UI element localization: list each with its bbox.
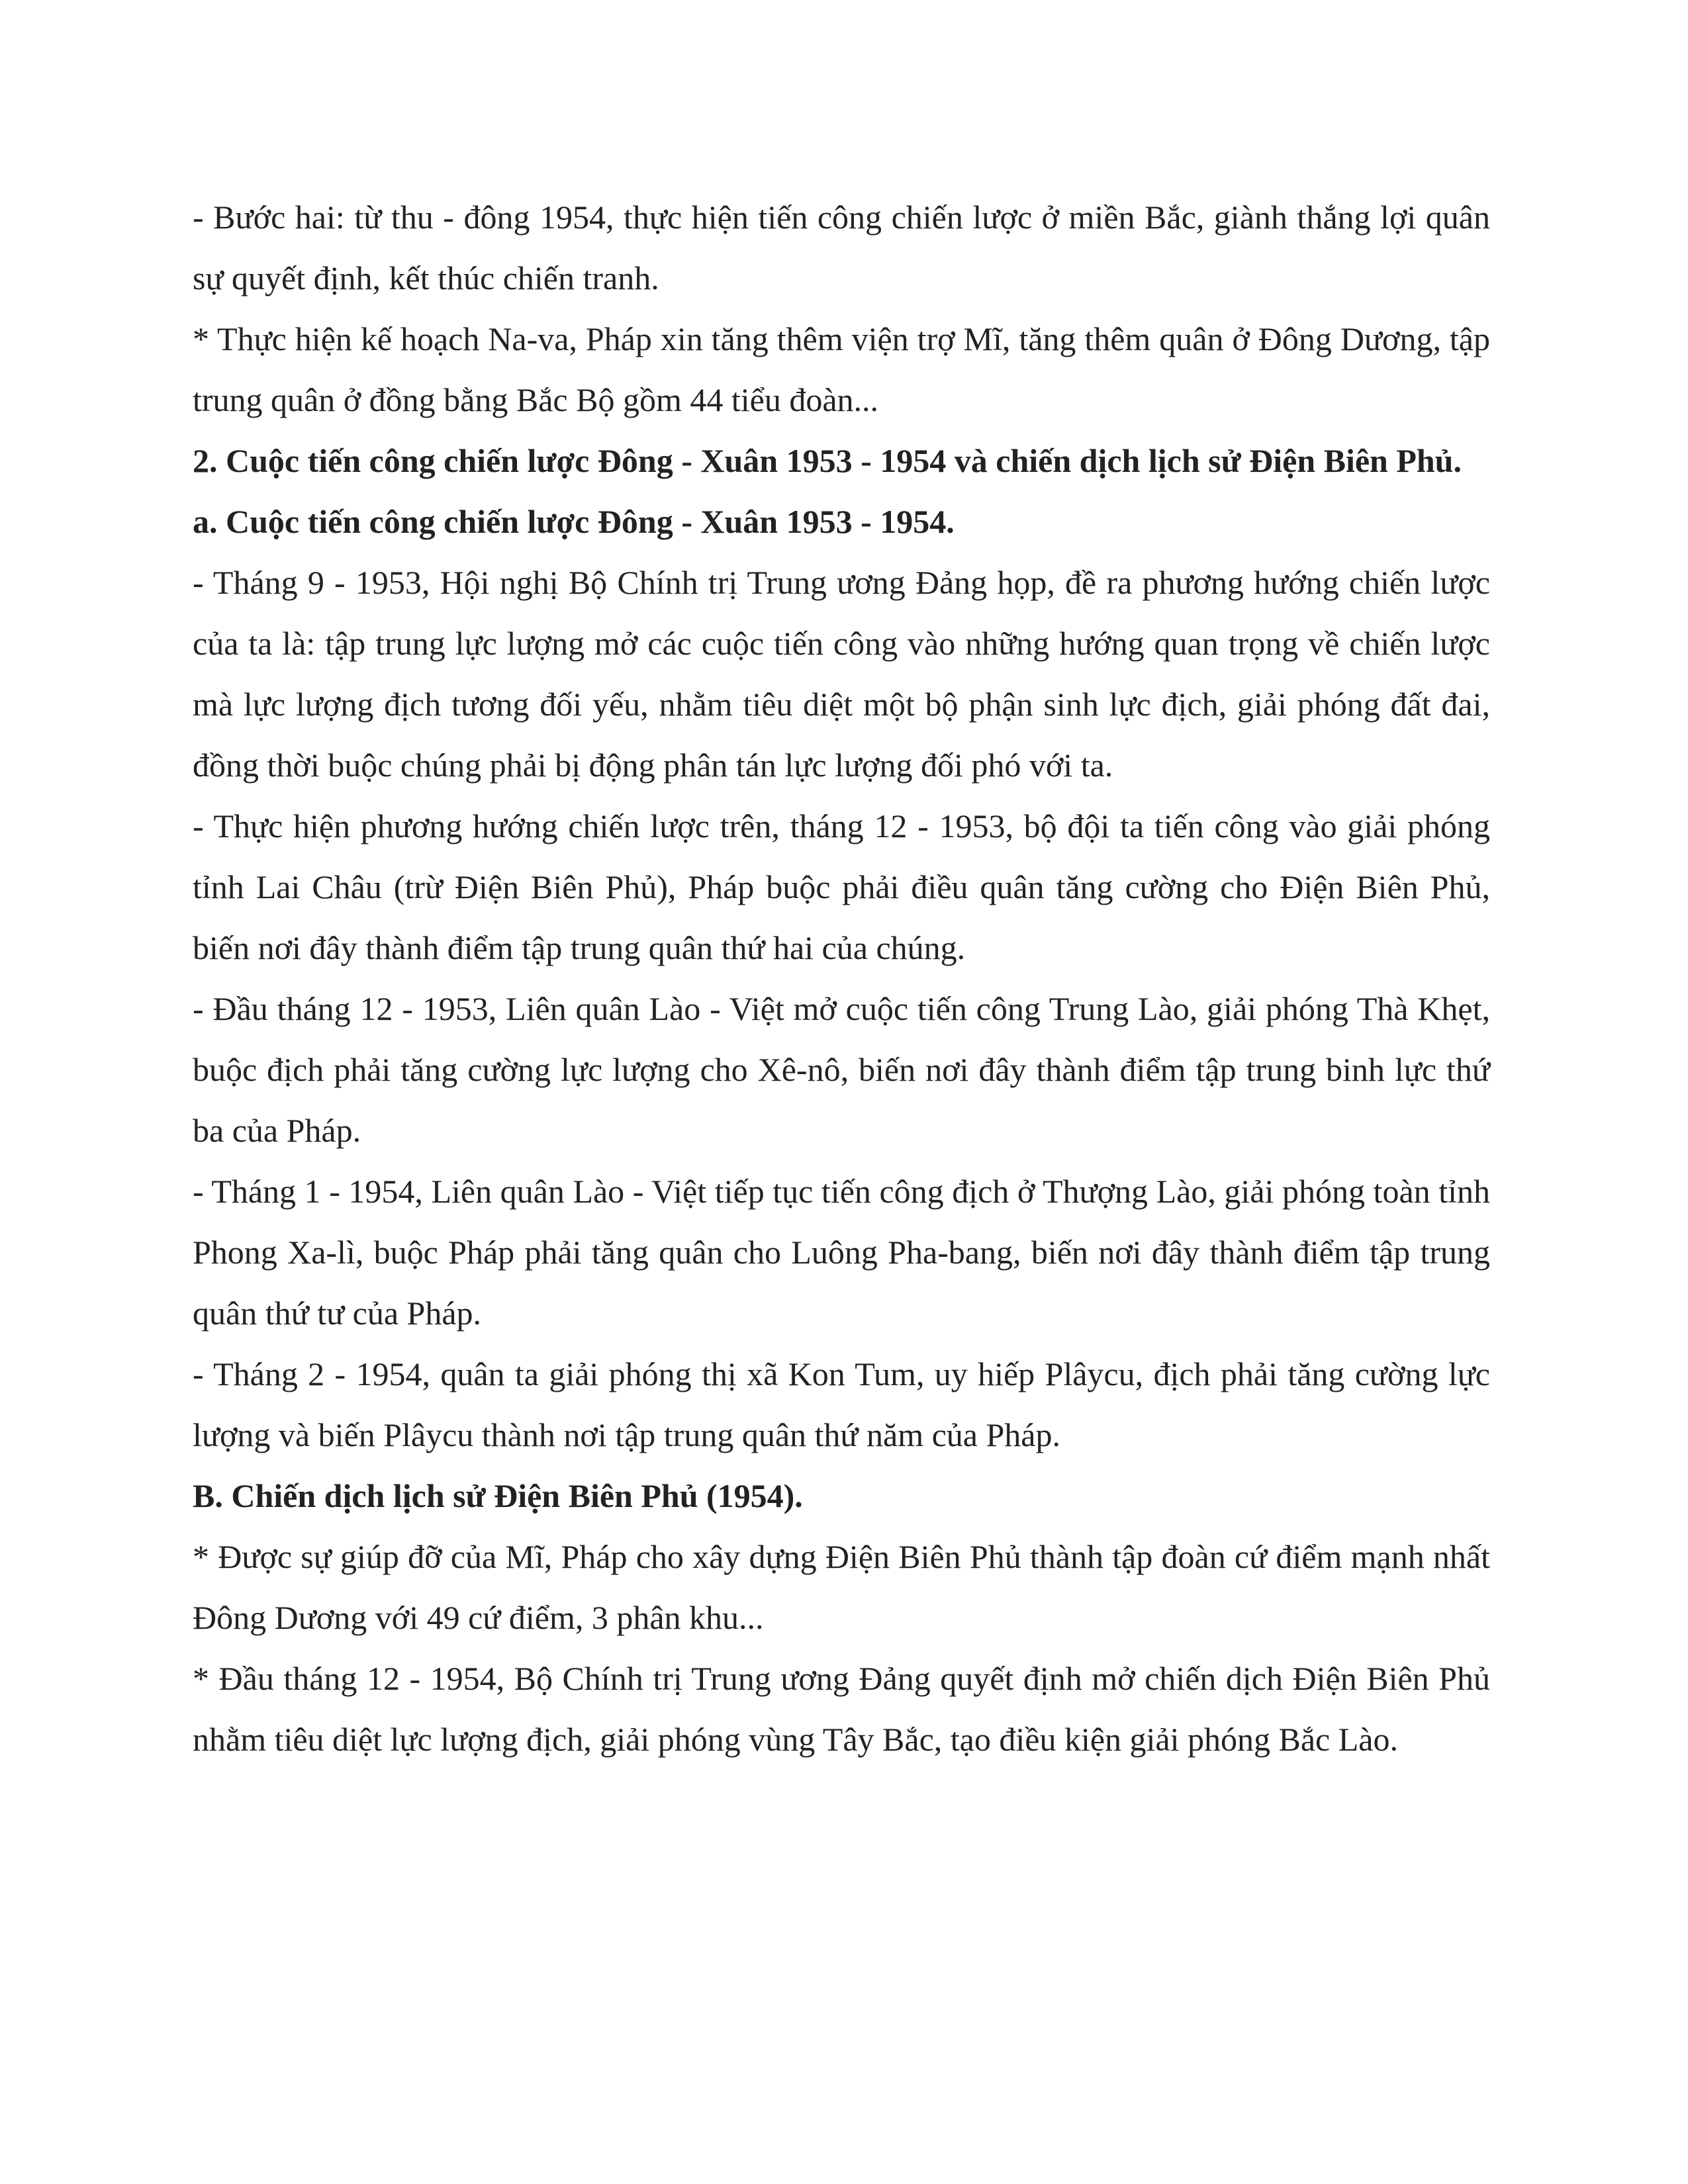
paragraph-thang-12-1953-lai-chau: - Thực hiện phương hướng chiến lược trên, tháng 12 - 1953, bộ đội ta tiến công vào giải phóng tỉnh Lai Châu (trừ Điện Biên Phủ), Pháp buộc phải điều quân tăng cường cho Điện Biên Phủ, biến nơi đây thành điểm tập trung quân thứ hai của chúng. (193, 807, 1490, 966)
paragraph-quyet-dinh-mo-chien-dich: * Đầu tháng 12 - 1954, Bộ Chính trị Trung ương Đảng quyết định mở chiến dịch Điện Biên Phủ nhằm tiêu diệt lực lượng địch, giải phóng vùng Tây Bắc, tạo điều kiện giải phóng Bắc Lào. (193, 1660, 1490, 1758)
paragraph-dau-thang-12-1953-trung-lao: - Đầu tháng 12 - 1953, Liên quân Lào - Việt mở cuộc tiến công Trung Lào, giải phóng Thà Khẹt, buộc địch phải tăng cường lực lượng cho Xê-nô, biến nơi đây thành điểm tập trung binh lực thứ ba của Pháp. (193, 990, 1490, 1149)
paragraph-tap-doan-cu-diem: * Được sự giúp đỡ của Mĩ, Pháp cho xây dựng Điện Biên Phủ thành tập đoàn cứ điểm mạnh nhất Đông Dương với 49 cứ điểm, 3 phân khu... (193, 1538, 1490, 1636)
subsection-heading-b: B. Chiến dịch lịch sử Điện Biên Phủ (1954). (193, 1477, 803, 1514)
document-body (193, 187, 1490, 1770)
paragraph-thang-1-1954-thuong-lao: - Tháng 1 - 1954, Liên quân Lào - Việt tiếp tục tiến công địch ở Thượng Lào, giải phóng toàn tỉnh Phong Xa-lì, buộc Pháp phải tăng quân cho Luông Pha-bang, biến nơi đây thành điểm tập trung quân thứ tư của Pháp. (193, 1173, 1490, 1332)
paragraph-buoc-hai: - Bước hai: từ thu - đông 1954, thực hiện tiến công chiến lược ở miền Bắc, giành thắng lợi quân sự quyết định, kết thúc chiến tranh. (193, 199, 1490, 296)
paragraph-ke-hoach-na-va: * Thực hiện kế hoạch Na-va, Pháp xin tăng thêm viện trợ Mĩ, tăng thêm quân ở Đông Dương, tập trung quân ở đồng bằng Bắc Bộ gồm 44 tiểu đoàn... (193, 320, 1490, 418)
paragraph-thang-9-1953: - Tháng 9 - 1953, Hội nghị Bộ Chính trị Trung ương Đảng họp, đề ra phương hướng chiến lược của ta là: tập trung lực lượng mở các cuộc tiến công vào những hướng quan trọng về chiến lược mà lực lượng địch tương đối yếu, nhằm tiêu diệt một bộ phận sinh lực địch, giải phóng đất đai, đồng thời buộc chúng phải bị động phân tán lực lượng đối phó với ta. (193, 564, 1490, 784)
section-heading-2: 2. Cuộc tiến công chiến lược Đông - Xuân 1953 - 1954 và chiến dịch lịch sử Điện Biên Phủ. (193, 442, 1462, 479)
subsection-heading-a: a. Cuộc tiến công chiến lược Đông - Xuân 1953 - 1954. (193, 503, 955, 540)
paragraph-thang-2-1954-kon-tum: - Tháng 2 - 1954, quân ta giải phóng thị xã Kon Tum, uy hiếp Plâycu, địch phải tăng cường lực lượng và biến Plâycu thành nơi tập trung quân thứ năm của Pháp. (193, 1355, 1490, 1453)
